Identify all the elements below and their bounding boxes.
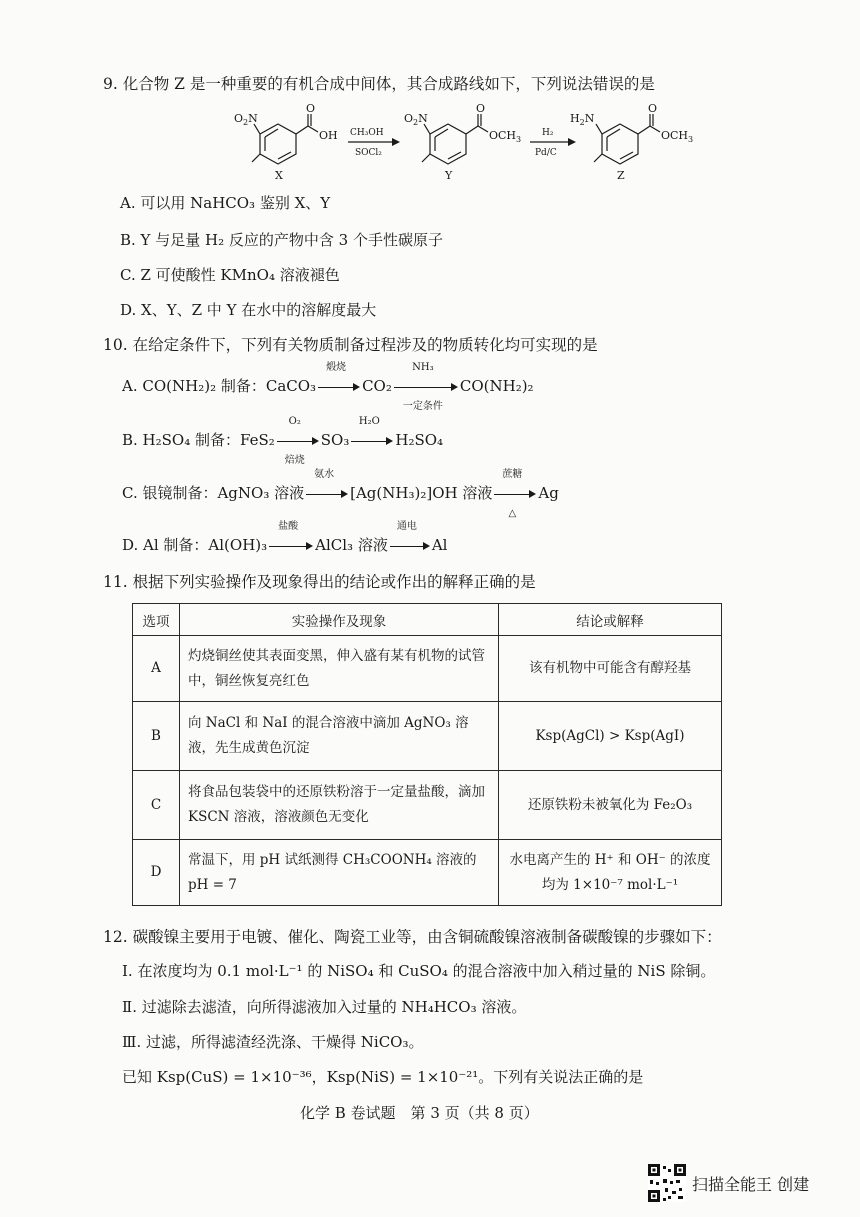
q9-option-a: A. 可以用 NaHCO₃ 鉴别 X、Y [120,194,331,212]
z-och3: $OCH_3$ [661,129,694,144]
q12-stem: 12. 碳酸镍主要用于电镀、催化、陶瓷工业等，由含铜硫酸镍溶液制备碳酸镍的步骤如下： [103,928,722,946]
arrow-icon: 煅烧 [318,372,360,402]
experiment-table [132,603,722,906]
reagent2-bottom: Pd/C [535,148,557,158]
row-operation: 将食品包装袋中的还原铁粉溶于一定量盐酸，滴加 KSCN 溶液，溶液颜色无变化 [180,771,499,840]
q9-option-c: C. Z 可使酸性 KMnO₄ 溶液褪色 [120,266,340,284]
arrow-icon: O₂ 焙烧 [277,426,319,456]
reagent1-bottom: SOCl₂ [355,148,382,158]
z-carbonyl-o: O [648,102,658,115]
q12-step-2: Ⅱ. 过滤除去滤渣，向所得滤液加入过量的 NH₄HCO₃ 溶液。 [122,998,527,1016]
z-h2n-label: $H_2N$ [570,112,595,127]
table-row [133,702,722,771]
row-operation: 向 NaCl 和 NaI 的混合溶液中滴加 AgNO₃ 溶液，先生成黄色沉淀 [180,702,499,771]
q10a-part1: A. CO(NH₂)₂ 制备：CaCO₃ [122,377,317,395]
reagent2-top: H₂ [542,128,554,138]
scanner-brand-label: 扫描全能王 创建 [692,1175,810,1194]
table-header-row [133,604,722,636]
q12-known: 已知 Ksp(CuS) = 1×10⁻³⁶，Ksp(NiS) = 1×10⁻²¹。下列有关说法正确的是 [122,1068,644,1086]
q10b-part1: B. H₂SO₄ 制备：FeS₂ [122,431,275,449]
table-row [133,636,722,702]
y-och3: $OCH_3$ [489,129,522,144]
qr-code-icon [648,1164,686,1202]
page-footer: 化学 B 卷试题 第 3 页（共 8 页） [300,1104,539,1122]
x-no2-label: $O_2N$ [234,112,258,127]
arrow-icon: 盐酸 [269,531,313,561]
compound-x-label: X [275,169,283,182]
q9-stem: 9. 化合物 Z 是一种重要的有机合成中间体，其合成路线如下，下列说法错误的是 [103,75,655,93]
q10b-part2: SO₃ [320,431,350,449]
arrow-icon: 氨水 [306,479,348,509]
q12-step-1: Ⅰ. 在浓度均为 0.1 mol·L⁻¹ 的 NiSO₄ 和 CuSO₄ 的混合溶液中加入稍过量的 NiS 除铜。 [122,962,716,980]
q10c-part2: [Ag(NH₃)₂]OH 溶液 [350,484,493,502]
q9-synthesis-route [230,102,700,184]
q10-option-b [122,415,444,467]
arrow-icon: 通电 [390,531,430,561]
row-option: B [133,702,180,771]
table-row [133,771,722,840]
x-carbonyl-o: O [306,102,316,115]
q9-option-b: B. Y 与足量 H₂ 反应的产物中含 3 个手性碳原子 [120,231,443,249]
row-conclusion: 水电离产生的 H⁺ 和 OH⁻ 的浓度均为 1×10⁻⁷ mol·L⁻¹ [499,840,722,906]
row-operation: 常温下，用 pH 试纸测得 CH₃COONH₄ 溶液的 pH = 7 [180,840,499,906]
q10c-part3: Ag [538,484,559,502]
row-option: D [133,840,180,906]
q11-stem: 11. 根据下列实验操作及现象得出的结论或作出的解释正确的是 [103,573,536,591]
row-conclusion: 还原铁粉未被氧化为 Fe₂O₃ [499,771,722,840]
table-row [133,840,722,906]
q10c-part1: C. 银镜制备：AgNO₃ 溶液 [122,484,305,502]
row-operation: 灼烧铜丝使其表面变黑，伸入盛有某有机物的试管中，铜丝恢复亮红色 [180,636,499,702]
row-option: C [133,771,180,840]
reagent1-top: CH₃OH [350,128,384,138]
q10-option-d [122,520,448,563]
q9-option-d: D. X、Y、Z 中 Y 在水中的溶解度最大 [120,301,377,319]
compound-z-label: Z [617,169,625,182]
q10d-part2: AlCl₃ 溶液 [315,536,388,554]
arrow-icon: 蔗糖 △ [494,479,536,509]
q10a-part2: CO₂ [362,377,392,395]
header-conclusion: 结论或解释 [499,604,722,636]
q10-option-a [122,361,534,413]
x-oh: OH [319,129,338,142]
q10d-part3: Al [431,536,448,554]
q10d-part1: D. Al 制备：Al(OH)₃ [122,536,268,554]
q10-option-c [122,468,559,520]
header-option: 选项 [133,604,180,636]
y-carbonyl-o: O [476,102,486,115]
row-option: A [133,636,180,702]
y-no2-label: $O_2N$ [404,112,428,127]
row-conclusion: Ksp(AgCl) > Ksp(AgI) [499,702,722,771]
compound-y-label: Y [445,169,453,182]
q12-step-3: Ⅲ. 过滤，所得滤渣经洗涤、干燥得 NiCO₃。 [122,1033,424,1051]
header-operation: 实验操作及现象 [180,604,499,636]
q10-stem: 10. 在给定条件下，下列有关物质制备过程涉及的物质转化均可实现的是 [103,336,598,354]
q10b-part3: H₂SO₄ [395,431,444,449]
arrow-icon: H₂O [351,426,393,456]
q10a-part3: CO(NH₂)₂ [459,377,534,395]
arrow-icon: NH₃ 一定条件 [394,372,458,402]
row-conclusion: 该有机物中可能含有醇羟基 [499,636,722,702]
